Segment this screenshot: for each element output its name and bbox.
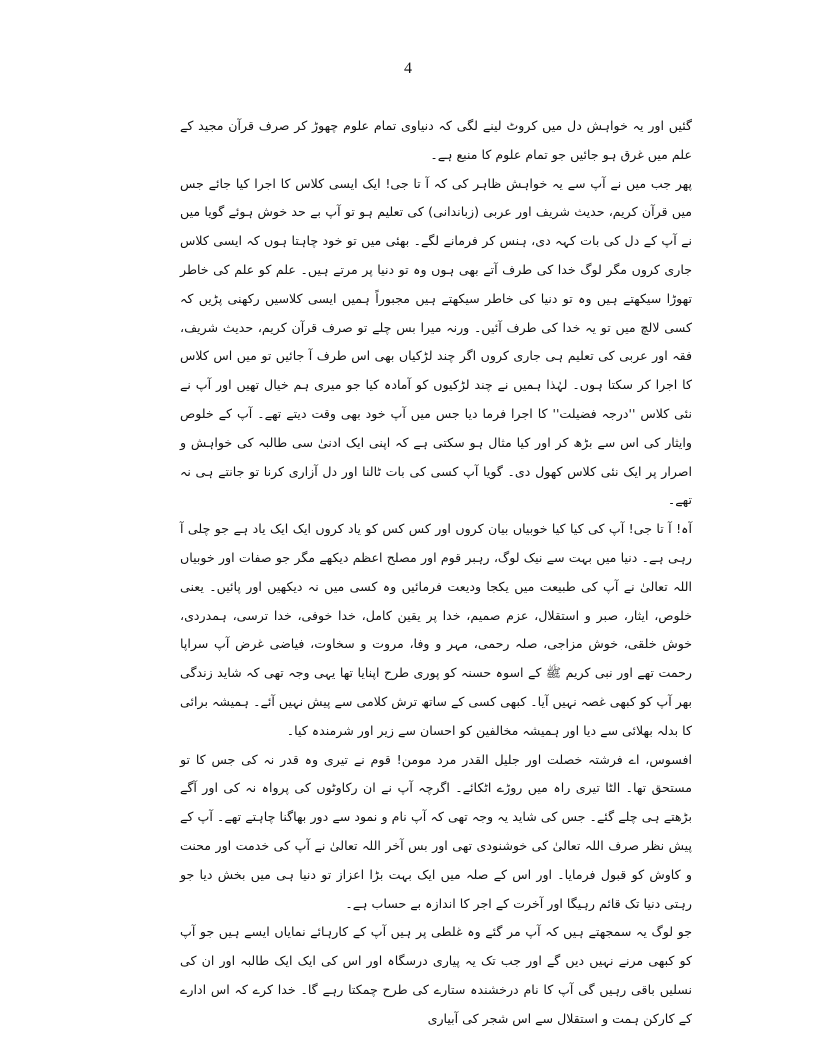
paragraph: جو لوگ یہ سمجھتے ہیں کہ آپ مر گئے وہ غلطی پر ہیں آپ کے کارہائے نمایاں ایسے ہیں جو آپ کو کبھی مرنے نہیں دیں گے اور جب تک یہ پیاری درسگاہ اور اس کی ایک ایک طالبہ اور ان کی نسلیں باقی رہیں گی آپ کا نام درخشندہ ستارے کی طرح چمکتا رہے گا۔ خدا کرے کہ اس ادارے کے کارکن ہمت و استقلال سے اس شجر کی آبیاری (180, 924, 692, 1026)
paragraph: آہ! آ تا جی! آپ کی کیا کیا خوبیاں بیان کروں اور کس کس کو یاد کروں ایک ایک یاد ہے جو چلی آ رہی ہے۔ دنیا میں بہت سے نیک لوگ، رہبر قوم اور مصلح اعظم دیکھے مگر جو صفات اور خوبیاں اللہ تعالیٰ نے آپ کی طبیعت میں یکجا ودیعت فرمائیں وہ کسی میں نہ دیکھیں اور پائیں۔ یعنی خلوص، ایثار، صبر و استقلال، عزم صمیم، خدا پر یقین کامل، خدا خوفی، خدا ترسی، ہمدردی، خوش خلقی، خوش مزاجی، صلہ رحمی، مہر و وفا، مروت و سخاوت، فیاضی غرض آپ سراپا رحمت تھے اور نبی کریم ﷺ کے اسوہ حسنہ کو پوری طرح اپنایا تھا یہی وجہ تھی کہ شاید زندگی بھر آپ کو کبھی غصہ نہیں آیا۔ کبھی کسی کے ساتھ ترش کلامی سے پیش نہیں آئے۔ ہمیشہ برائی کا بدلہ بھلائی سے دیا اور ہمیشہ مخالفین کو احسان سے زیر اور شرمندہ کیا۔ (180, 521, 692, 738)
paragraph: پھر جب میں نے آپ سے یہ خواہش ظاہر کی کہ آ تا جی! ایک ایسی کلاس کا اجرا کیا جائے جس میں قرآن کریم، حدیث شریف اور عربی (زباندانی) کی تعلیم ہو تو آپ بے حد خوش ہوئے گویا میں نے آپ کے دل کی بات کہہ دی، ہنس کر فرمانے لگے۔ بھئی میں تو خود چاہتا ہوں کہ ایسی کلاس جاری کروں مگر لوگ خدا کی طرف آتے بھی ہوں وہ تو دنیا پر مرتے ہیں۔ علم کو علم کی خاطر تھوڑا سیکھتے ہیں وہ تو دنیا کی خاطر سیکھتے ہیں مجبوراً ہمیں ایسی کلاسیں رکھنی پڑیں کہ کسی لالچ میں تو یہ خدا کی طرف آئیں۔ ورنہ میرا بس چلے تو صرف قرآن کریم، حدیث شریف، فقہ اور عربی کی تعلیم ہی جاری کروں اگر چند لڑکیاں بھی اس طرف آ جائیں تو میں اس کلاس کا اجرا کر سکتا ہوں۔ لہٰذا ہمیں نے چند لڑکیوں کو آمادہ کیا جو میری ہم خیال تھیں اور آپ نے نئی کلاس ''درجہ فضیلت'' کا اجرا فرما دیا جس میں آپ خود بھی وقت دیتے تھے۔ آپ کے خلوص وایثار کی اس سے بڑھ کر اور کیا مثال ہو سکتی ہے کہ اپنی ایک ادنیٰ سی طالبہ کی خواہش و اصرار پر ایک نئی کلاس کھول دی۔ گویا آپ کسی کی بات ٹالنا اور دل آزاری کرنا تو جانتے ہی نہ تھے۔ (180, 175, 692, 508)
paragraph: افسوس، اے فرشتہ خصلت اور جلیل القدر مرد مومن! قوم نے تیری وہ قدر نہ کی جس کا تو مستحق تھا۔ الٹا تیری راہ میں روڑے اٹکائے۔ اگرچہ آپ نے ان رکاوٹوں کی پرواہ نہ کی اور آگے بڑھتے ہی چلے گئے۔ جس کی شاید یہ وجہ تھی کہ آپ نام و نمود سے دور بھاگنا چاہتے تھے۔ آپ کے پیش نظر صرف اللہ تعالیٰ کی خوشنودی تھی اور بس آخر اللہ تعالیٰ نے آپ کی خدمت اور محنت و کاوش کو قبول فرمایا۔ اور اس کے صلہ میں ایک بہت بڑا اعزاز تو دنیا ہی میں بخش دیا جو رہتی دنیا تک قائم رہیگا اور آخرت کے اجر کا اندازہ بے حساب ہے۔ (180, 751, 692, 911)
page-number: 4 (404, 60, 412, 77)
document-body (180, 112, 692, 1034)
paragraph: گئیں اور یہ خواہش دل میں کروٹ لینے لگی کہ دنیاوی تمام علوم چھوڑ کر صرف قرآن مجید کے علم میں غرق ہو جائیں جو تمام علوم کا منبع ہے۔ (180, 118, 692, 162)
